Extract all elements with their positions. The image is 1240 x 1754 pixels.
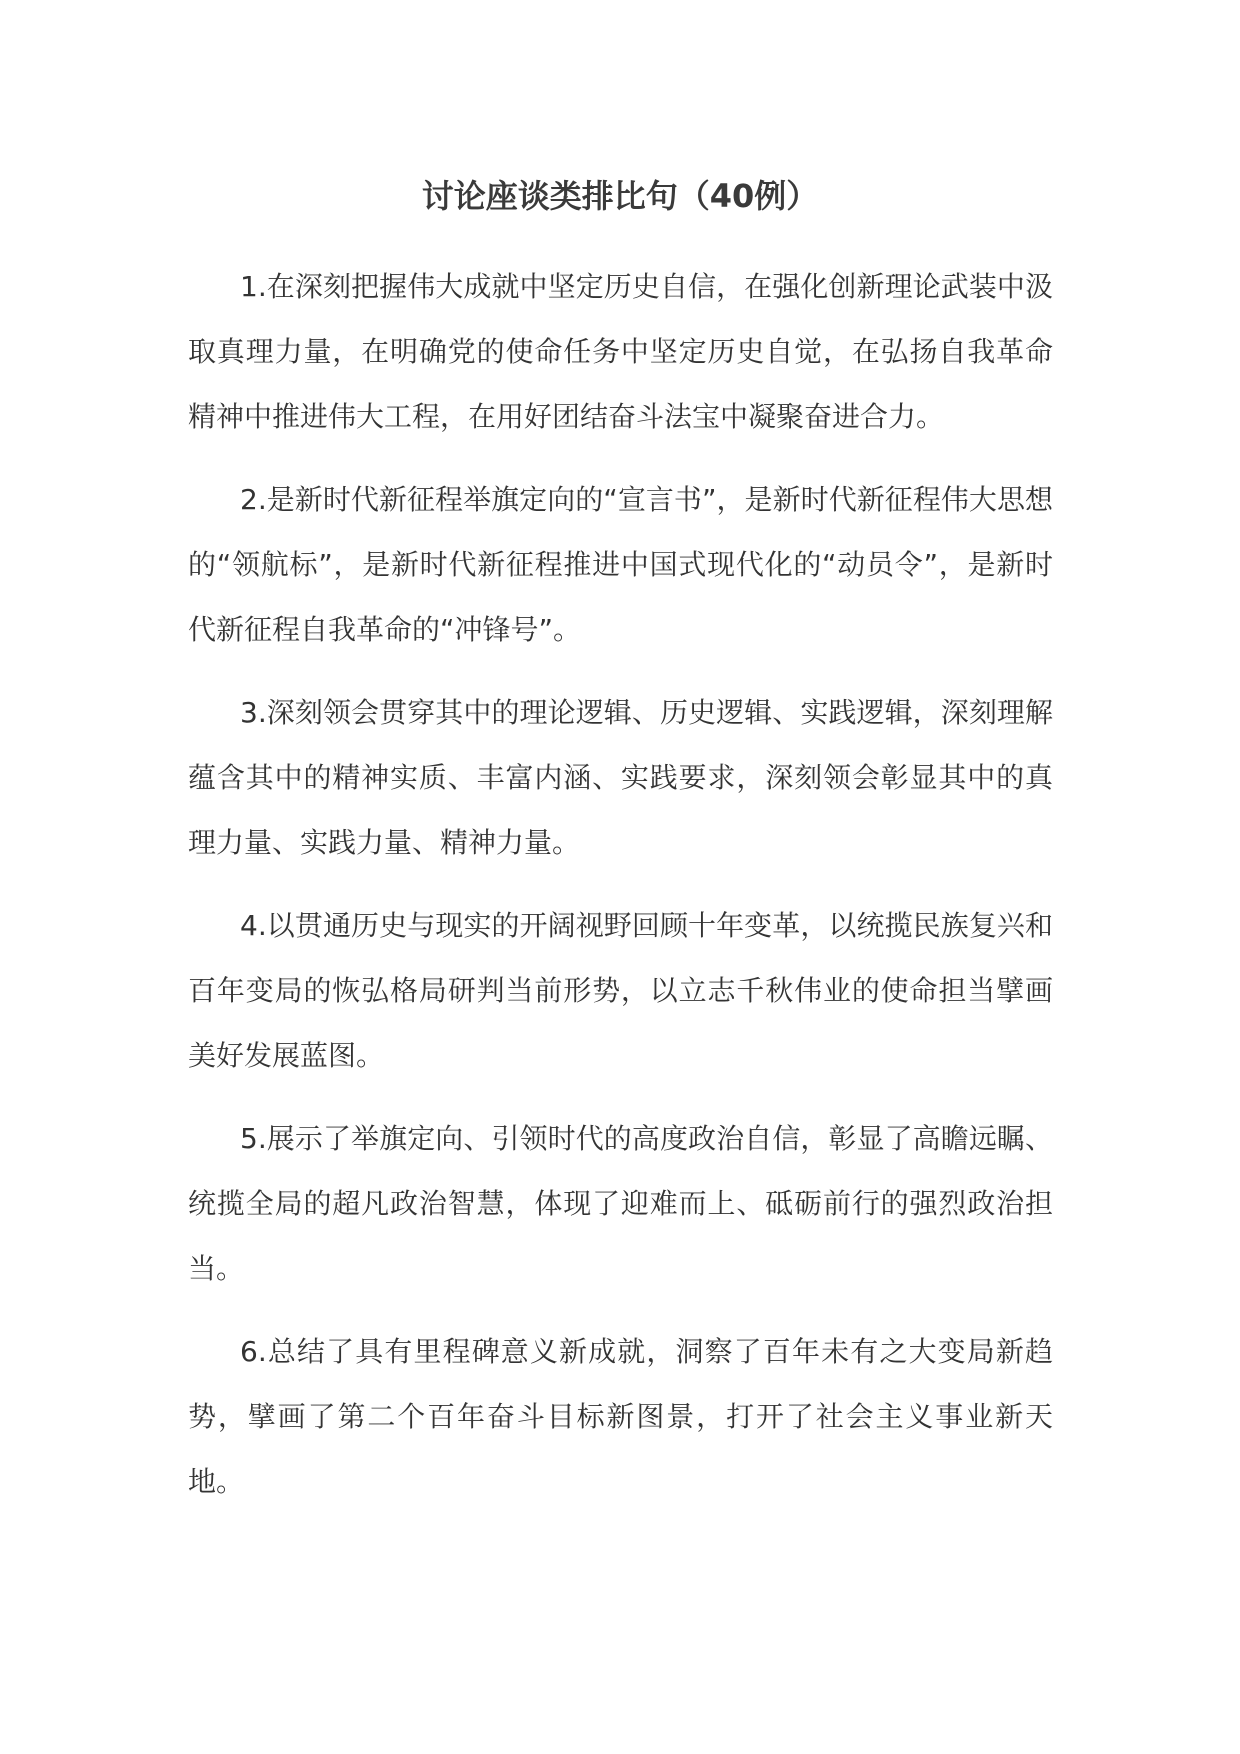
paragraph-5: 5.展示了举旗定向、引领时代的高度政治自信，彰显了高瞻远瞩、统揽全局的超凡政治智慧，体现了迎难而上、砥砺前行的强烈政治担当。 [188,1122,1053,1285]
paragraph-1: 1.在深刻把握伟大成就中坚定历史自信，在强化创新理论武装中汲取真理力量，在明确党的使命任务中坚定历史自觉，在弘扬自我革命精神中推进伟大工程，在用好团结奋斗法宝中凝聚奋进合力。 [188,270,1053,433]
document-title: 讨论座谈类排比句（40例） [421,177,819,215]
paragraph-3: 3.深刻领会贯穿其中的理论逻辑、历史逻辑、实践逻辑，深刻理解蕴含其中的精神实质、丰富内涵、实践要求，深刻领会彰显其中的真理力量、实践力量、精神力量。 [188,696,1053,859]
paragraph-4: 4.以贯通历史与现实的开阔视野回顾十年变革，以统揽民族复兴和百年变局的恢弘格局研判当前形势，以立志千秋伟业的使命担当擘画美好发展蓝图。 [188,909,1053,1072]
paragraph-2: 2.是新时代新征程举旗定向的“宣言书”，是新时代新征程伟大思想的“领航标”，是新时代新征程推进中国式现代化的“动员令”，是新时代新征程自我革命的“冲锋号”。 [188,483,1053,646]
document-body [188,254,1053,1532]
paragraph-6: 6.总结了具有里程碑意义新成就，洞察了百年未有之大变局新趋势，擘画了第二个百年奋斗目标新图景，打开了社会主义事业新天地。 [188,1335,1053,1498]
